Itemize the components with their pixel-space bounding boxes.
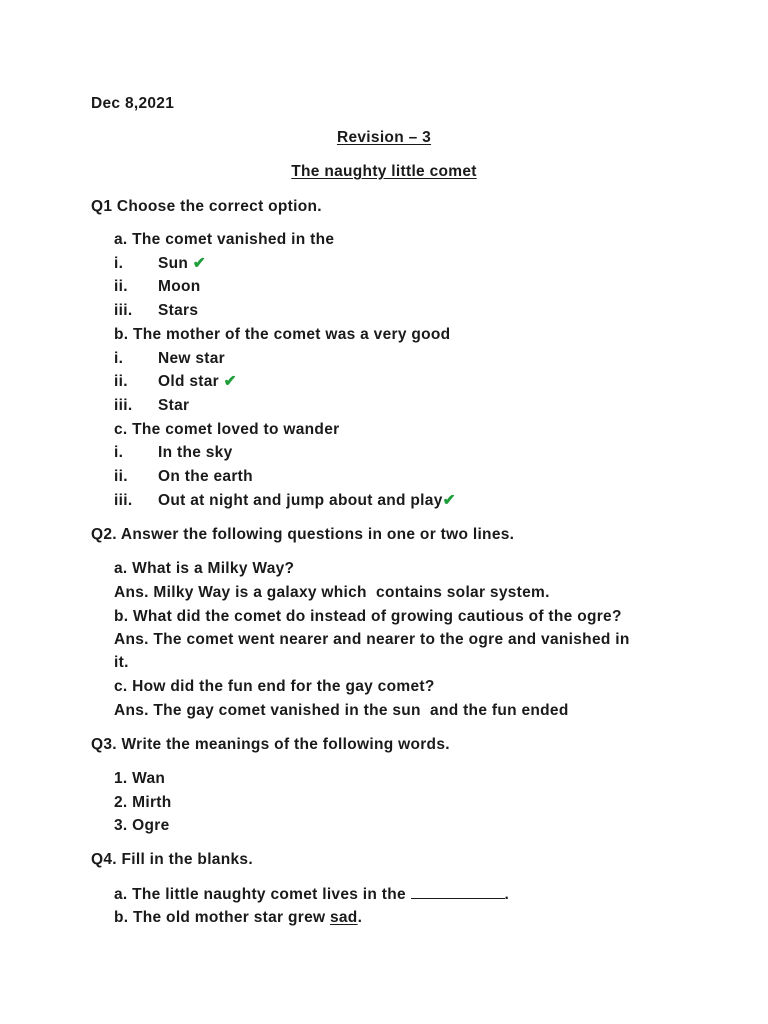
check-mark-icon: ✔ <box>442 492 456 509</box>
q2-answer-a: Ans. Milky Way is a galaxy which contains solar system. <box>114 584 550 601</box>
fill-blank-a: a. The little naughty comet lives in the . <box>114 886 510 903</box>
fill-blank-b: b. The old mother star grew sad. <box>114 909 363 926</box>
option-text: Moon <box>158 278 201 295</box>
word-item: 1. Wan <box>114 770 166 787</box>
word-item: 2. Mirth <box>114 794 172 811</box>
q1-title: Q1 Choose the correct option. <box>91 198 322 215</box>
option-numeral: iii. <box>114 492 133 509</box>
q2-question-a: a. What is a Milky Way? <box>114 560 295 577</box>
option-text: New star <box>158 350 226 367</box>
word-item: 3. Ogre <box>114 817 170 834</box>
q2-answer-b: Ans. The comet went nearer and nearer to the ogre and vanished in <box>114 631 630 648</box>
check-mark-icon: ✔ <box>192 255 207 272</box>
q3-title: Q3. Write the meanings of the following words. <box>91 736 450 753</box>
check-mark-icon: ✔ <box>223 373 237 390</box>
date: Dec 8,2021 <box>91 95 175 112</box>
option-text: Sun ✔ <box>158 255 207 272</box>
q2-answer-b-continued: it. <box>114 654 129 671</box>
option-numeral: ii. <box>114 468 128 485</box>
q2-title: Q2. Answer the following questions in one or two lines. <box>91 526 515 543</box>
option-numeral: i. <box>114 444 124 461</box>
q1-item-b: b. The mother of the comet was a very good <box>114 326 451 343</box>
q2-question-c: c. How did the fun end for the gay comet? <box>114 678 435 695</box>
option-numeral: ii. <box>114 278 128 295</box>
option-text: Out at night and jump about and play✔ <box>158 492 456 509</box>
option-numeral: iii. <box>114 397 133 414</box>
option-text: Star <box>158 397 190 414</box>
option-text: In the sky <box>158 444 233 461</box>
option-numeral: i. <box>114 350 124 367</box>
blank-line <box>411 884 505 899</box>
story-title: The naughty little comet <box>291 163 477 180</box>
revision-heading: Revision – 3 <box>336 129 432 146</box>
option-numeral: ii. <box>114 373 128 390</box>
q4-title: Q4. Fill in the blanks. <box>91 851 253 868</box>
option-numeral: i. <box>114 255 124 272</box>
q2-question-b: b. What did the comet do instead of growing cautious of the ogre? <box>114 608 622 625</box>
q2-answer-c: Ans. The gay comet vanished in the sun and the fun ended <box>114 702 569 719</box>
q1-item-c: c. The comet loved to wander <box>114 421 340 438</box>
option-numeral: iii. <box>114 302 133 319</box>
option-text: Stars <box>158 302 199 319</box>
filled-answer: sad <box>329 909 358 926</box>
option-text: On the earth <box>158 468 253 485</box>
option-text: Old star ✔ <box>158 373 237 390</box>
q1-item-a: a. The comet vanished in the <box>114 231 335 248</box>
